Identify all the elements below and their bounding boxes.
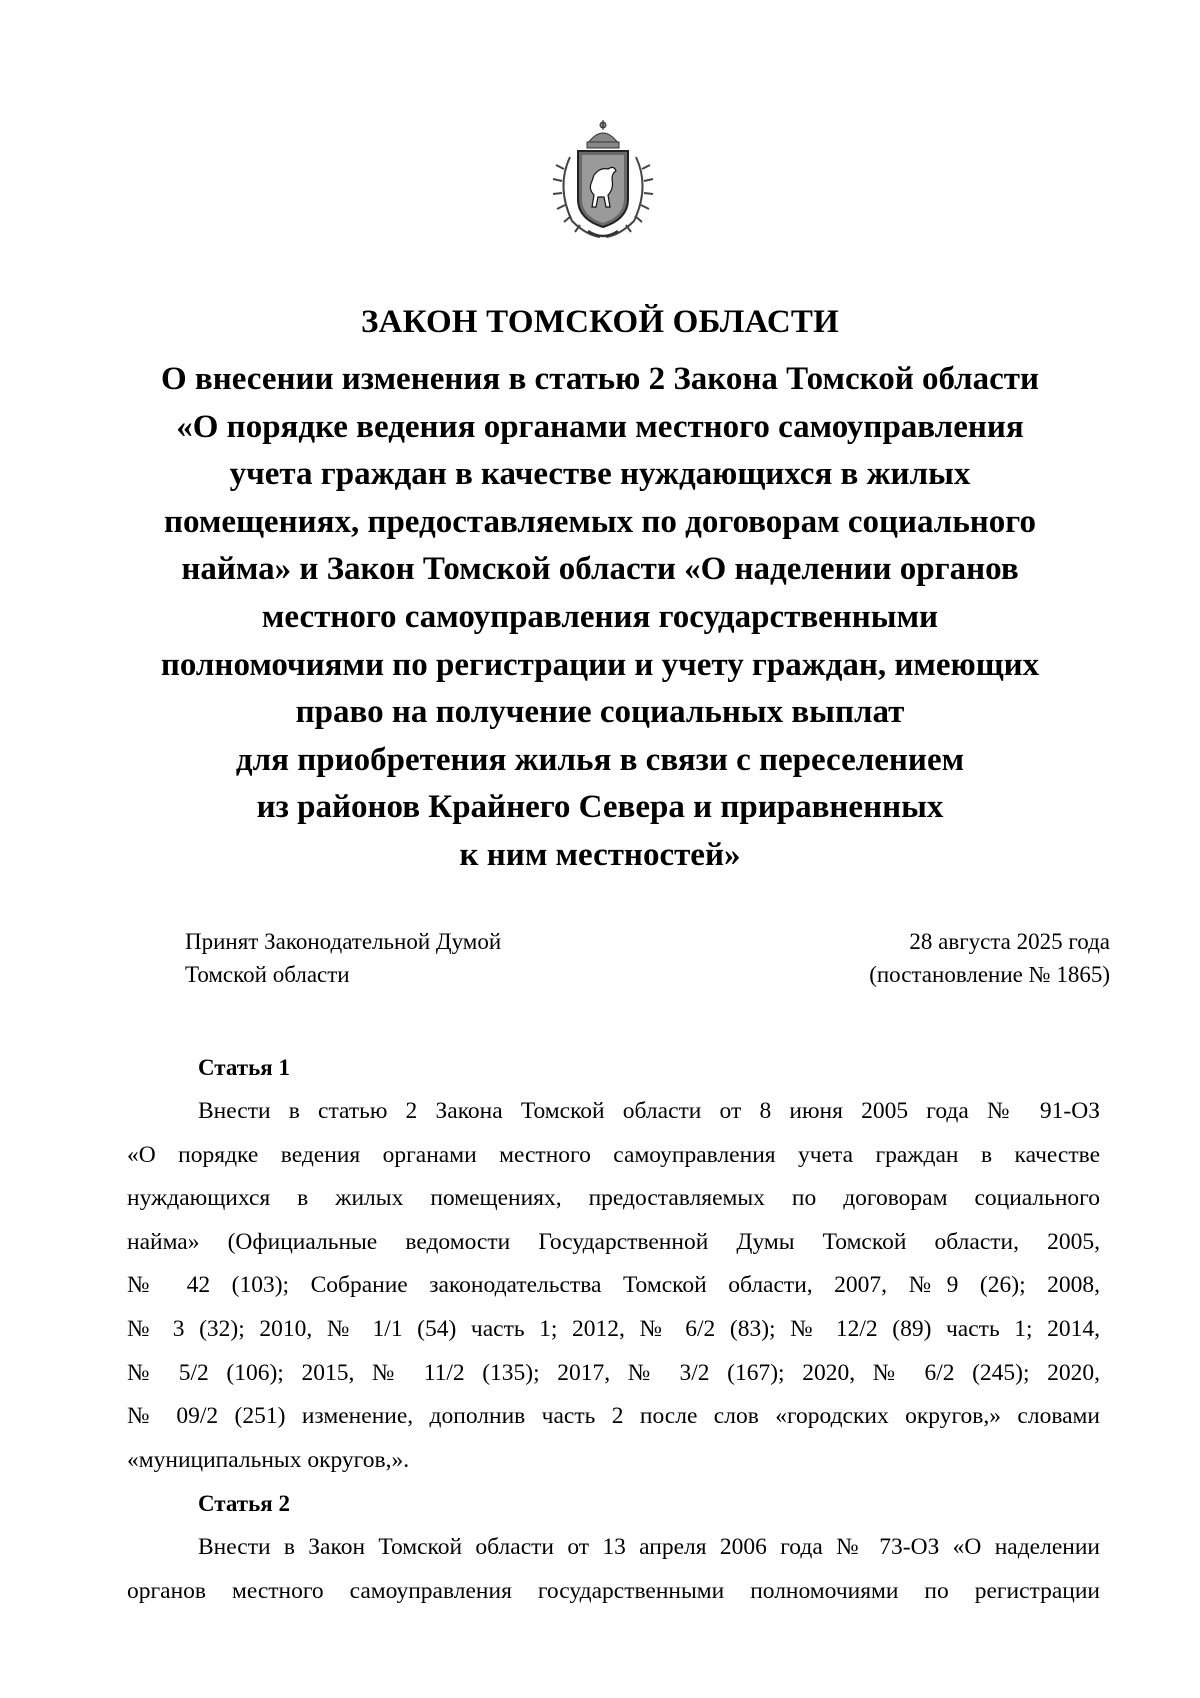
- subtitle-line: полномочиями по регистрации и учету граждан, имеющих: [160, 646, 1040, 683]
- article-2-text: [127, 1526, 1100, 1613]
- text-line: № 3 (32); 2010, № 1/1 (54) часть 1; 2012, № 6/2 (83); № 12/2 (89) часть 1; 2014,: [127, 1315, 1100, 1342]
- text-line: нуждающихся в жилых помещениях, предоставляемых по договорам социального: [127, 1185, 1100, 1212]
- adopted-by-line: Томской области: [185, 962, 350, 987]
- text-line: № 09/2 (251) изменение, дополнив часть 2 после слов «городских округов,» словами: [127, 1403, 1100, 1430]
- text-line: найма» (Официальные ведомости Государственной Думы Томской области, 2005,: [127, 1228, 1100, 1255]
- subtitle-line: к ним местностей»: [459, 836, 741, 873]
- subtitle-line: «О порядке ведения органами местного самоуправления: [176, 408, 1024, 445]
- adopted-by-line: Принят Законодательной Думой: [185, 929, 502, 954]
- law-title: ЗАКОН ТОМСКОЙ ОБЛАСТИ: [360, 304, 839, 340]
- subtitle-line: право на получение социальных выплат: [295, 694, 905, 731]
- article-1-text: [127, 1090, 1100, 1482]
- text-line: № 42 (103); Собрание законодательства Томской области, 2007, №9 (26); 2008,: [127, 1272, 1100, 1299]
- text-line: № 5/2 (106); 2015, № 11/2 (135); 2017, № 3/2 (167); 2020, № 6/2 (245); 2020,: [127, 1359, 1100, 1386]
- subtitle-line: найма» и Закон Томской области «О наделении органов: [181, 551, 1019, 588]
- law-subtitle: [100, 356, 1100, 880]
- text-line: Внести в статью 2 Закона Томской области от 8 июня 2005 года № 91-ОЗ: [198, 1098, 1100, 1124]
- subtitle-line: учета граждан в качестве нуждающихся в жилых: [229, 456, 971, 493]
- adopted-by: [185, 925, 501, 991]
- subtitle-line: О внесении изменения в статью 2 Закона Томской области: [160, 361, 1040, 397]
- subtitle-line: помещениях, предоставляемых по договорам социального: [164, 503, 1036, 540]
- text-line: органов местного самоуправления государственными полномочиями по регистрации: [127, 1577, 1100, 1604]
- adoption-date-text: 28 августа 2025 года: [909, 929, 1110, 954]
- subtitle-line: местного самоуправления государственными: [261, 598, 939, 635]
- resolution-number: (постановление № 1865): [869, 962, 1110, 987]
- subtitle-line: для приобретения жилья в связи с переселением: [235, 741, 965, 778]
- article-2-heading: Статья 2: [198, 1491, 290, 1516]
- text-line: Внести в Закон Томской области от 13 апреля 2006 года № 73-ОЗ «О наделении: [198, 1534, 1100, 1560]
- coat-of-arms-icon: [548, 117, 658, 245]
- subtitle-line: из районов Крайнего Севера и приравненных: [256, 789, 944, 826]
- text-line: «муниципальных округов,».: [127, 1446, 410, 1473]
- adoption-date: [869, 925, 1110, 991]
- text-line: «О порядке ведения органами местного самоуправления учета граждан в качестве: [127, 1141, 1100, 1168]
- article-1-heading: Статья 1: [198, 1055, 290, 1080]
